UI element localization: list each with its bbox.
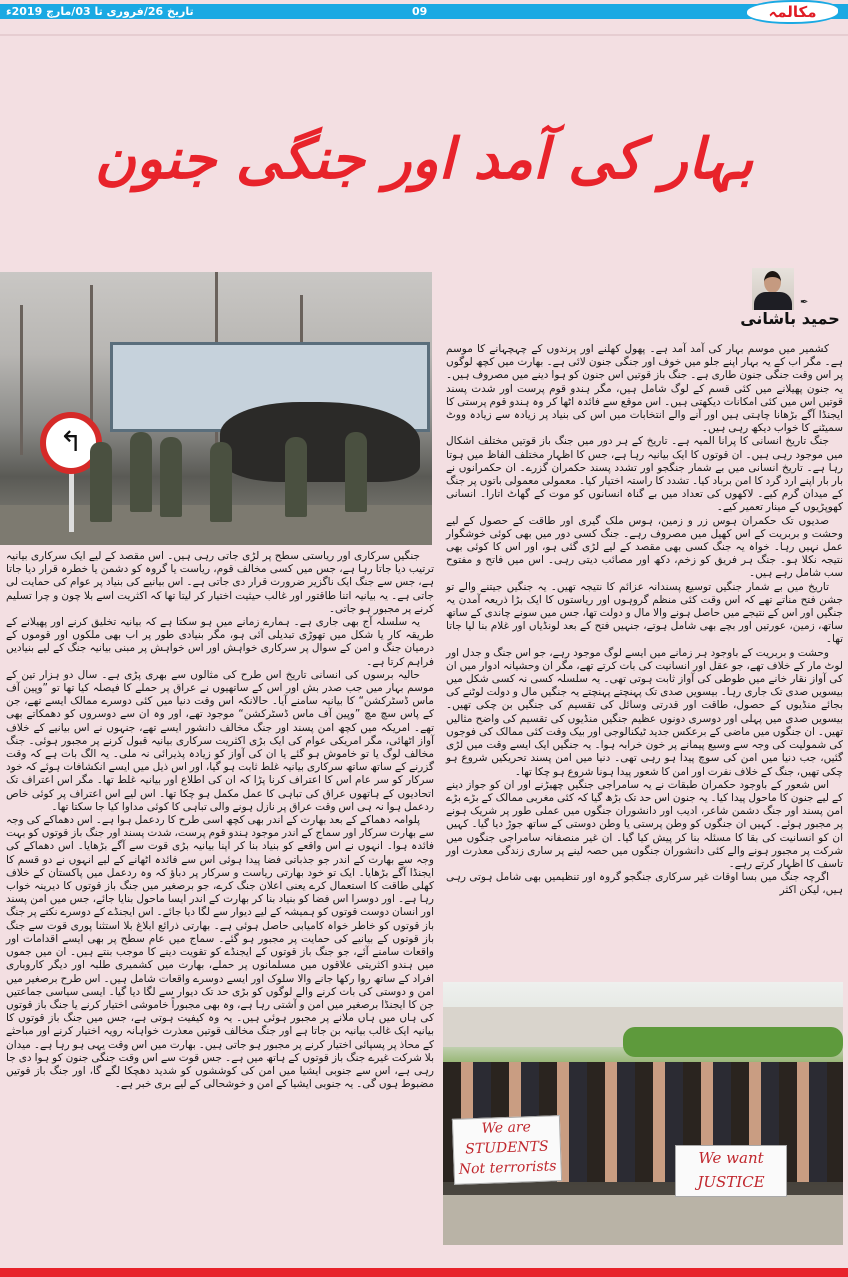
placard: We are STUDENTS Not terrorists [452, 1115, 562, 1185]
publication-logo[interactable]: مکالمہ [745, 0, 840, 24]
paragraph: حالیہ برسوں کی انسانی تاریخ اس طرح کی مثالوں سے بھری پڑی ہے۔ سال دو ہزار تین کے موسم بہار میں جب صدر بش اور اس کے ساتھیوں نے عراق پر حملے کا فیصلہ کیا تھا تو ”وپین آف ماس ڈسٹرکشن“ کا بیانیہ سامنے آیا۔ حالانکہ اس وقت دنیا میں کئی دوسرے ممالک ایسے تھے، جن کے پاس سچ مچ ”وپین آف ماس ڈسٹرکشن“ موجود تھے، اور وہ ان سے دوسروں کو دھمکاتے بھی تھے۔ امریکہ میں کچھ امن پسند اور جنگ مخالف دانشور ایسے تھے، جنہوں نے اس بیانیے کے خلاف آواز اٹھائی، مگر امریکی عوام کی ایک بڑی اکثریت سرکاری بیانیہ قبول کرنے پر مجبور ہوئی۔ جنگ مخالف لوگ یا تو خاموش ہو گئے یا ان کی آواز کو زیادہ پذیرائی نہ ملی۔ یہ الگ بات ہے کہ وقت گزرنے کے ساتھ ساتھ سرکاری بیانیہ غلط ثابت ہو گیا، اور اس ذیل میں ایسے انکشافات ہوئے کہ خود سرکار کو سر عام اس کا اعتراف کرنا پڑا کہ ان کی اطلاع اور بیانیہ غلط تھا۔ مگر اس اعتراف تک اتحادیوں کے ہاتھوں عراق کی تباہی کا عمل مکمل ہو چکا تھا۔ اس لیے اس اعتراف پر کوئی خاص ردعمل ہوا نہ ہی اس وقت عراق پر نازل ہونے والی تباہی کا کوئی مداوا کیا جا سکتا تھا۔ [6, 668, 434, 813]
paragraph: یہ سلسلہ آج بھی جاری ہے۔ ہمارے زمانے میں ہو سکتا ہے کہ بیانیہ تخلیق کرنے اور پھیلانے کے طریقہ کار یا شکل میں تھوڑی تبدیلی آئی ہو، مگر بنیادی طور پر اب بھی ملکوں اور قوموں کے درمیان جنگ و امن کے سوال پر سرکاری خواہش اور اس خواہش پر مبنی بیانیہ جنگ کے لیے بنیادیں فراہم کرتا ہے۔ [6, 616, 434, 668]
author-photo [752, 268, 794, 310]
placard: We want JUSTICE [675, 1145, 787, 1197]
paragraph: جنگ تاریخ انسانی کا پرانا المیہ ہے۔ تاریخ کے ہر دور میں جنگ باز قوتیں مختلف اشکال میں موجود رہی ہیں۔ ان قوتوں کا ایک بیانیہ رہا ہے، جس کا اظہار مختلف الفاظ میں ہوتا رہا ہے۔ تاریخ انسانی میں بے شمار جنگجو اور تشدد پسند حکمران گزرے۔ ان حکمرانوں نے بار بار اپنے ارد گرد کا امن برباد کیا۔ تشدد کا راستہ اختیار کیا۔ معمولی معمولی باتوں پر جنگ کے میدان گرم کیے۔ لاکھوں کی تعداد میں بے گناہ انسانوں کو موت کے گھاٹ اتارا۔ انسانی کھوپڑیوں کے مینار تعمیر کیے۔ [446, 435, 843, 514]
no-left-turn-sign-icon: ↰ [40, 412, 102, 474]
footer-bar [0, 1268, 848, 1277]
paragraph: پلوامہ دھماکے کے بعد بھارت کے اندر بھی کچھ اسی طرح کا ردعمل ہوا ہے۔ اس دھماکے کی وجہ سے بھارت سرکار اور سماج کے اندر موجود ہندو قوم پرست، شدت پسند اور جنگ باز قوتوں کو بہت فائدہ ہوا۔ انہوں نے اس واقعے کو بنیاد بنا کر اپنا بیانیہ بڑی قوت سے آگے بڑھایا۔ اس دھماکے کی وجہ سے بھارت کے اندر جو جذباتی فضا پیدا ہوئی اس سے فائدہ اٹھانے کے لیے انہوں نے دو قسم کا ایجنڈا آگے بڑھایا۔ ایک تو خود بھارتی ریاست و سرکار پر دباؤ کہ وہ ردعمل میں پاکستان کے خلاف کھلی طاقت کا استعمال کرے یعنی اعلان جنگ کرے، جو برصغیر میں جنگ باز قوتوں کا دیرینہ خواب رہا ہے۔ اور دوسرا اس فضا کو بنیاد بنا کر بھارت کے اندر ایسا ماحول بنایا جائے، جس میں امن پسند اور انسان دوست قوتوں کو ہمیشہ کے لیے دیوار سے لگا دیا جائے۔ اس ایجنڈے کے دوسرے نکتے پر جنگ باز قوتوں کو خاطر خواہ کامیابی حاصل ہوئی ہے۔ بھارتی ذرائع ابلاغ بلا استثنا پوری قوت سے جنگ باز قوتوں کے بیانیے کی حمایت پر مجبور ہو گئے۔ سماج میں عام سطح پر بھی ایسے اقدامات اور واقعات سامنے آئے، جو جنگ باز قوتوں کے ایجنڈے کو تقویت دینے کا موجب بنتے ہیں۔ ان میں جموں میں ہندو اکثریتی علاقوں میں مسلمانوں پر حملے، بھارت میں کشمیری طلبہ اور دیگر کاروباری افراد کے ساتھ روا رکھا جانے والا سلوک اور ایسے دوسرے واقعات شامل ہیں۔ اس طرح برصغیر میں امن و دوستی کی بات کرنے والے لوگوں کو بڑی حد تک دیوار سے لگا دیا گیا۔ ایسی سیاسی جماعتیں جن کا ایجنڈا برصغیر میں امن و آشتی رہا ہے، وہ بھی مجبوراً خاموشی اختیار کرنے یا جنگ باز قوتوں کی ہاں میں ہاں ملانے پر مجبور ہوئی ہیں۔ یہ وہ کیفیت ہوتی ہے، جس میں جنگ باز قوتوں کا بیانیہ ایک غالب بیانیہ بن جاتا ہے اور جنگ مخالف قوتیں معذرت خواہانہ رویہ اختیار کرنے اور مباحثے کے محاذ پر پسپائی اختیار کرنے پر مجبور ہو جاتی ہیں۔ بھارت میں اس وقت یہی ہو رہا ہے۔ میدان بلا شرکت غیرے جنگ باز قوتوں کے ہاتھ میں ہے۔ جس قوت سے اس وقت جنگی جنون کو ہوا دی جا رہی ہے، اس سے جنوبی ایشیا میں امن کی کوششوں کو شدید دھچکا لگے گا، اور جنگ باز قوتیں مضبوط ہوں گی۔ یہ جنوبی ایشیا کے امن و خوشحالی کے لیے بری خبر ہے۔ [6, 814, 434, 1091]
article-photo-pulwama [0, 272, 432, 545]
author-name: حمید باشانی [740, 309, 840, 328]
article-photo-students-protest [443, 982, 843, 1245]
divider [0, 34, 848, 36]
paragraph: جنگیں سرکاری اور ریاستی سطح پر لڑی جاتی رہی ہیں۔ اس مقصد کے لیے ایک سرکاری بیانیہ ترتیب دیا جاتا رہا ہے، جس میں کسی مخالف قوم، ریاست یا گروہ کو دشمن یا خطرہ قرار دیا جاتا ہے، جس سے جنگ ایک ناگزیر ضرورت قرار دی جاتی ہے۔ اس بیانیے کی بنیاد پر عوام کی حمایت لی جاتی ہے۔ یہ بیانیہ اتنا طاقتور اور غالب حیثیت اختیار کر لیتا تھا کہ اکثریت اسے بلا چون و چرا تسلیم کرنے پر مجبور ہو جاتی۔ [6, 550, 434, 615]
issue-date: تاریخ 26/فروری تا 03/مارچ 2019ء [6, 5, 194, 18]
paragraph: وحشت و بربریت کے باوجود ہر زمانے میں ایسے لوگ موجود رہے، جو اس جنگ و جدل اور لوٹ مار کے خلاف تھے، جو عقل اور انسانیت کی بات کرتے تھے، مگر ان وحشیانہ ادوار میں ان کی آواز نقار خانے میں طوطی کی آواز ثابت ہوتی تھی۔ یہ سلسلہ کسی نہ کسی شکل میں بیسویں صدی تک جاری رہا۔ بیسویں صدی تک پہنچتے پہنچتے یہ جنگیں مال و دولت لوٹنے کی بجائے منڈیوں کے حصول، طاقت اور قدرتی وسائل کی تقسیم کی جنگیں بن چکی تھیں۔ بیسویں صدی میں پہلی اور دوسری دونوں عظیم جنگیں منڈیوں کی تقسیم کی واضح مثالیں تھیں۔ ان جنگوں میں ماضی کے برعکس جدید ٹیکنالوجی اور بیک وقت کئی ممالک کی فوجوں کی شمولیت کی وجہ سے وسیع پیمانے پر خون خرابہ ہوا۔ یہ جنگیں ایک ایسے وقت میں لڑی گئیں، جب دنیا میں امن کی سوچ پیدا ہو رہی تھی۔ دنیا میں امن پسند تحریکیں شروع ہو چکی تھیں، جنگ کے خلاف نفرت اور امن کا شعور پیدا ہونا شروع ہو چکا تھا۔ [446, 646, 843, 778]
right-column-text [446, 343, 843, 898]
header-bar [0, 4, 848, 19]
paragraph: صدیوں تک حکمران ہوس زر و زمین، ہوس ملک گیری اور طاقت کے حصول کے لیے وحشت و بربریت کے اس کھیل میں مصروف رہے۔ جنگ کسی دور میں بھی کوئی خوشگوار عمل نہیں رہا۔ خواہ یہ جنگ کسی بھی مقصد کے لیے لڑی گئی ہو، اور اس کا کوئی بھی نتیجہ نکلا ہو۔ جنگ ہر فریق کو زخم، دکھ اور مصائب دیتی رہی۔ اس میں فاتح و مفتوح سب شامل رہے ہیں۔ [446, 514, 843, 580]
pen-icon: ✒ [800, 297, 809, 308]
paragraph: کشمیر میں موسم بہار کی آمد آمد ہے۔ پھول کھلنے اور پرندوں کے چہچہانے کا موسم ہے۔ مگر اب کے یہ بہار اپنے جلو میں خوف اور جنگی جنون لائی ہے۔ بھارت میں کچھ لوگوں پر اس وقت جنگی جنون طاری ہے۔ جنگ باز قوتیں اس جنون کو ہوا دینے میں مصروف ہیں۔ یہ جنون پھیلانے میں کئی قسم کے لوگ شامل ہیں، مگر ہندو قوم پرست اور شدت پسند قوتیں اس میں کئی امکانات دیکھتی ہیں۔ اس موقع سے فائدہ اٹھا کر وہ ہندو قوم پرستی کا ایجنڈا آگے بڑھانا چاہتی ہیں اور آنے والے انتخابات میں اس کی بنیاد پر زیادہ سے زیادہ ووٹ سمیٹنے کا خواب دیکھ رہی ہیں۔ [446, 343, 844, 435]
page-number: 09 [412, 5, 428, 18]
paragraph: تاریخ میں بے شمار جنگیں توسیع پسندانہ عزائم کا نتیجہ تھیں۔ یہ جنگیں جیتنے والے تو جشن فتح مناتے تھے کہ اس وقت کئی منظم گروہوں اور ریاستوں کا ایک بڑا ذریعہ آمدن یہ جنگیں اور اس کے نتیجے میں حاصل ہونے والا مال و دولت تھا، جس میں سونے چاندی کے ساتھ ساتھ، زمین، عورتیں اور بچے بھی شامل ہوتے، جنہیں فتح کے بعد لونڈیاں اور غلام بنا لیا جاتا تھا۔ [446, 580, 843, 646]
paragraph: اس شعور کے باوجود حکمران طبقات نے یہ سامراجی جنگیں چھیڑنے اور ان کو جواز دینے کے لیے جنون کا ماحول پیدا کیا۔ یہ جنون اس حد تک بڑھ گیا کہ کئی مغربی ممالک کے بڑے بڑے امن پسند اور جنگ دشمن شاعر، ادیب اور دانشوران جنگوں میں عملی طور پر شریک ہونے پر مجبور ہوئے۔ کہیں ان جنگوں کو وطن پرستی یا وطن دوستی کے ساتھ جوڑ دیا گیا۔ کہیں ان کو انسانیت کی بقا کا مسئلہ بنا کر پیش کیا گیا۔ ان غیر منصفانہ سامراجی جنگوں میں شرکت پر مجبور ہونے والے کئی دانشوران جنگوں میں حصہ لینے پر ساری زندگی معذرت اور تاسف کا اظہار کرتے رہے۔ [446, 778, 843, 870]
article-title: بہار کی آمد اور جنگی جنون [94, 127, 754, 192]
left-column-text [6, 550, 434, 1091]
paragraph: اگرچہ جنگ میں بسا اوقات غیر سرکاری جنگجو گروہ اور تنظیمیں بھی شامل ہوتی رہی ہیں، لیکن اکثر [446, 871, 843, 897]
